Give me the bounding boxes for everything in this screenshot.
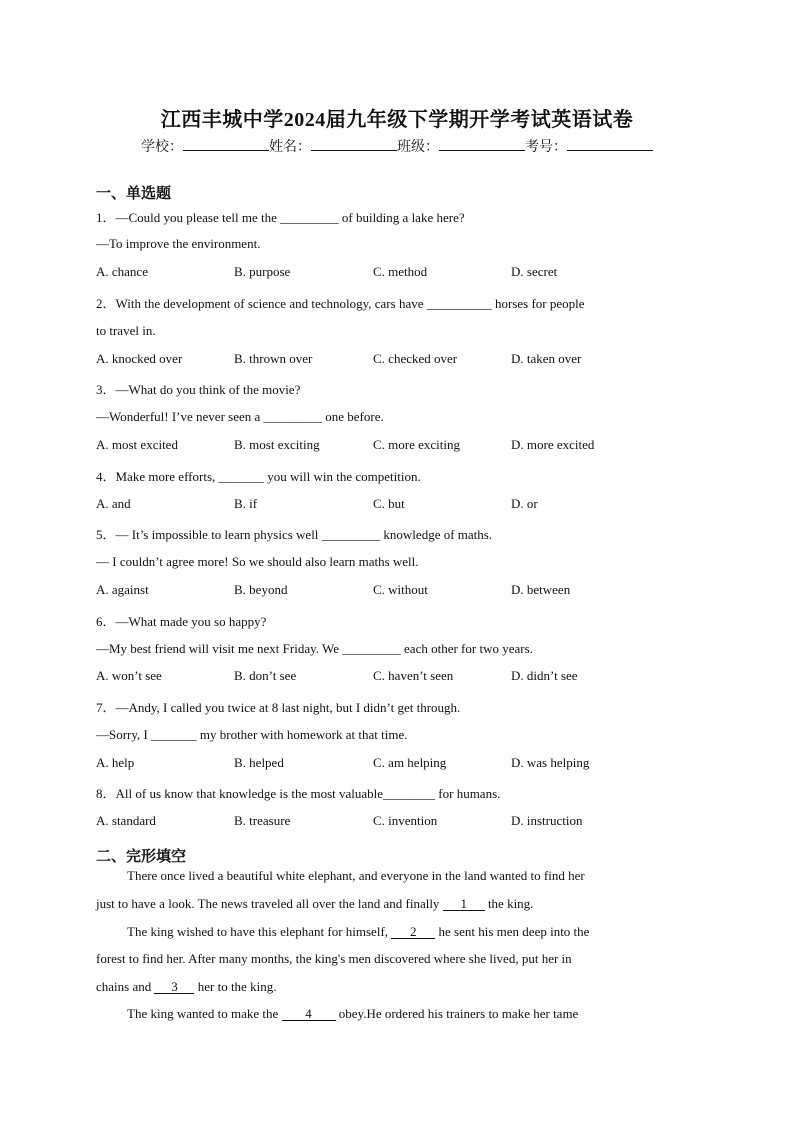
cloze-text: just to have a look. The news traveled all over the land and finally xyxy=(96,896,440,911)
cloze-line xyxy=(96,896,533,912)
option-c[interactable]: C. checked over xyxy=(373,351,458,366)
option-d[interactable]: D. was helping xyxy=(511,755,590,770)
class-blank[interactable] xyxy=(439,138,525,151)
option-b[interactable]: B. purpose xyxy=(234,264,291,279)
cloze-text: There once lived a beautiful white elephant, and everyone in the land wanted to find her xyxy=(127,868,585,883)
cloze-text: the king. xyxy=(487,896,534,911)
option-a[interactable]: A. knocked over xyxy=(96,351,183,366)
cloze-blank-4[interactable]: 4 xyxy=(282,1008,336,1021)
name-blank[interactable] xyxy=(311,138,397,151)
option-d[interactable]: D. taken over xyxy=(511,351,582,366)
option-c[interactable]: C. invention xyxy=(373,813,438,828)
student-info-line xyxy=(0,136,794,156)
section-heading-cloze: 二、完形填空 xyxy=(96,847,187,865)
option-c[interactable]: C. without xyxy=(373,582,428,597)
option-b[interactable]: B. beyond xyxy=(234,582,288,597)
question-line: —Sorry, I _______ my brother with homework at that time. xyxy=(96,727,408,742)
cloze-text: The king wanted to make the xyxy=(127,1006,279,1021)
option-c[interactable]: C. method xyxy=(373,264,428,279)
option-a[interactable]: A. standard xyxy=(96,813,156,828)
cloze-line xyxy=(96,979,276,995)
class-label: 班级： xyxy=(397,140,439,155)
option-c[interactable]: C. more exciting xyxy=(373,437,461,452)
option-b[interactable]: B. thrown over xyxy=(234,351,313,366)
option-b[interactable]: B. helped xyxy=(234,755,284,770)
cloze-blank-2[interactable]: 2 xyxy=(391,926,435,939)
question-line: 5．— It’s impossible to learn physics well _________ knowledge of maths. xyxy=(96,527,493,542)
option-a[interactable]: A. help xyxy=(96,755,135,770)
option-b[interactable]: B. most exciting xyxy=(234,437,320,452)
school-label: 学校： xyxy=(141,140,183,155)
option-c[interactable]: C. haven’t seen xyxy=(373,668,454,683)
option-a[interactable]: A. and xyxy=(96,496,131,511)
question-line: —To improve the environment. xyxy=(96,236,261,251)
option-a[interactable]: A. won’t see xyxy=(96,668,162,683)
option-a[interactable]: A. against xyxy=(96,582,149,597)
cloze-text: chains and xyxy=(96,979,152,994)
cloze-line xyxy=(127,924,589,940)
number-label: 考号： xyxy=(525,140,567,155)
option-d[interactable]: D. didn’t see xyxy=(511,668,578,683)
section-heading-single-choice: 一、单选题 xyxy=(96,184,172,202)
option-b[interactable]: B. treasure xyxy=(234,813,291,828)
question-line: —Wonderful! I’ve never seen a _________ one before. xyxy=(96,409,384,424)
name-label: 姓名： xyxy=(269,140,311,155)
option-d[interactable]: D. secret xyxy=(511,264,558,279)
question-line: 6．—What made you so happy? xyxy=(96,614,267,629)
cloze-text: forest to find her. After many months, the king's men discovered where she lived, put her in xyxy=(96,951,572,966)
question-line: 2．With the development of science and technology, cars have __________ horses for people xyxy=(96,296,585,311)
question-line: 8．All of us know that knowledge is the most valuable________ for humans. xyxy=(96,786,501,801)
school-blank[interactable] xyxy=(183,138,269,151)
cloze-text: The king wished to have this elephant for himself, xyxy=(127,924,389,939)
option-a[interactable]: A. most excited xyxy=(96,437,178,452)
question-line: 3．—What do you think of the movie? xyxy=(96,382,301,397)
number-blank[interactable] xyxy=(567,138,653,151)
cloze-text: obey.He ordered his trainers to make her tame xyxy=(338,1006,579,1021)
option-a[interactable]: A. chance xyxy=(96,264,148,279)
option-c[interactable]: C. am helping xyxy=(373,755,447,770)
option-d[interactable]: D. more excited xyxy=(511,437,595,452)
question-line: 4．Make more efforts, _______ you will win the competition. xyxy=(96,469,421,484)
option-c[interactable]: C. but xyxy=(373,496,405,511)
question-line: 7．—Andy, I called you twice at 8 last night, but I didn’t get through. xyxy=(96,700,461,715)
page-title: 江西丰城中学2024届九年级下学期开学考试英语试卷 xyxy=(160,109,634,131)
question-line: 1．—Could you please tell me the _________ of building a lake here? xyxy=(96,210,465,225)
cloze-text: he sent his men deep into the xyxy=(438,924,590,939)
option-d[interactable]: D. instruction xyxy=(511,813,583,828)
option-d[interactable]: D. between xyxy=(511,582,571,597)
cloze-blank-1[interactable]: 1 xyxy=(443,898,485,911)
option-b[interactable]: B. don’t see xyxy=(234,668,297,683)
question-line: to travel in. xyxy=(96,323,156,338)
option-d[interactable]: D. or xyxy=(511,496,538,511)
cloze-line xyxy=(127,1006,578,1022)
option-b[interactable]: B. if xyxy=(234,496,258,511)
cloze-text: her to the king. xyxy=(197,979,277,994)
question-line: — I couldn’t agree more! So we should also learn maths well. xyxy=(96,554,419,569)
question-line: —My best friend will visit me next Friday. We _________ each other for two years. xyxy=(96,641,533,656)
cloze-blank-3[interactable]: 3 xyxy=(154,981,194,994)
